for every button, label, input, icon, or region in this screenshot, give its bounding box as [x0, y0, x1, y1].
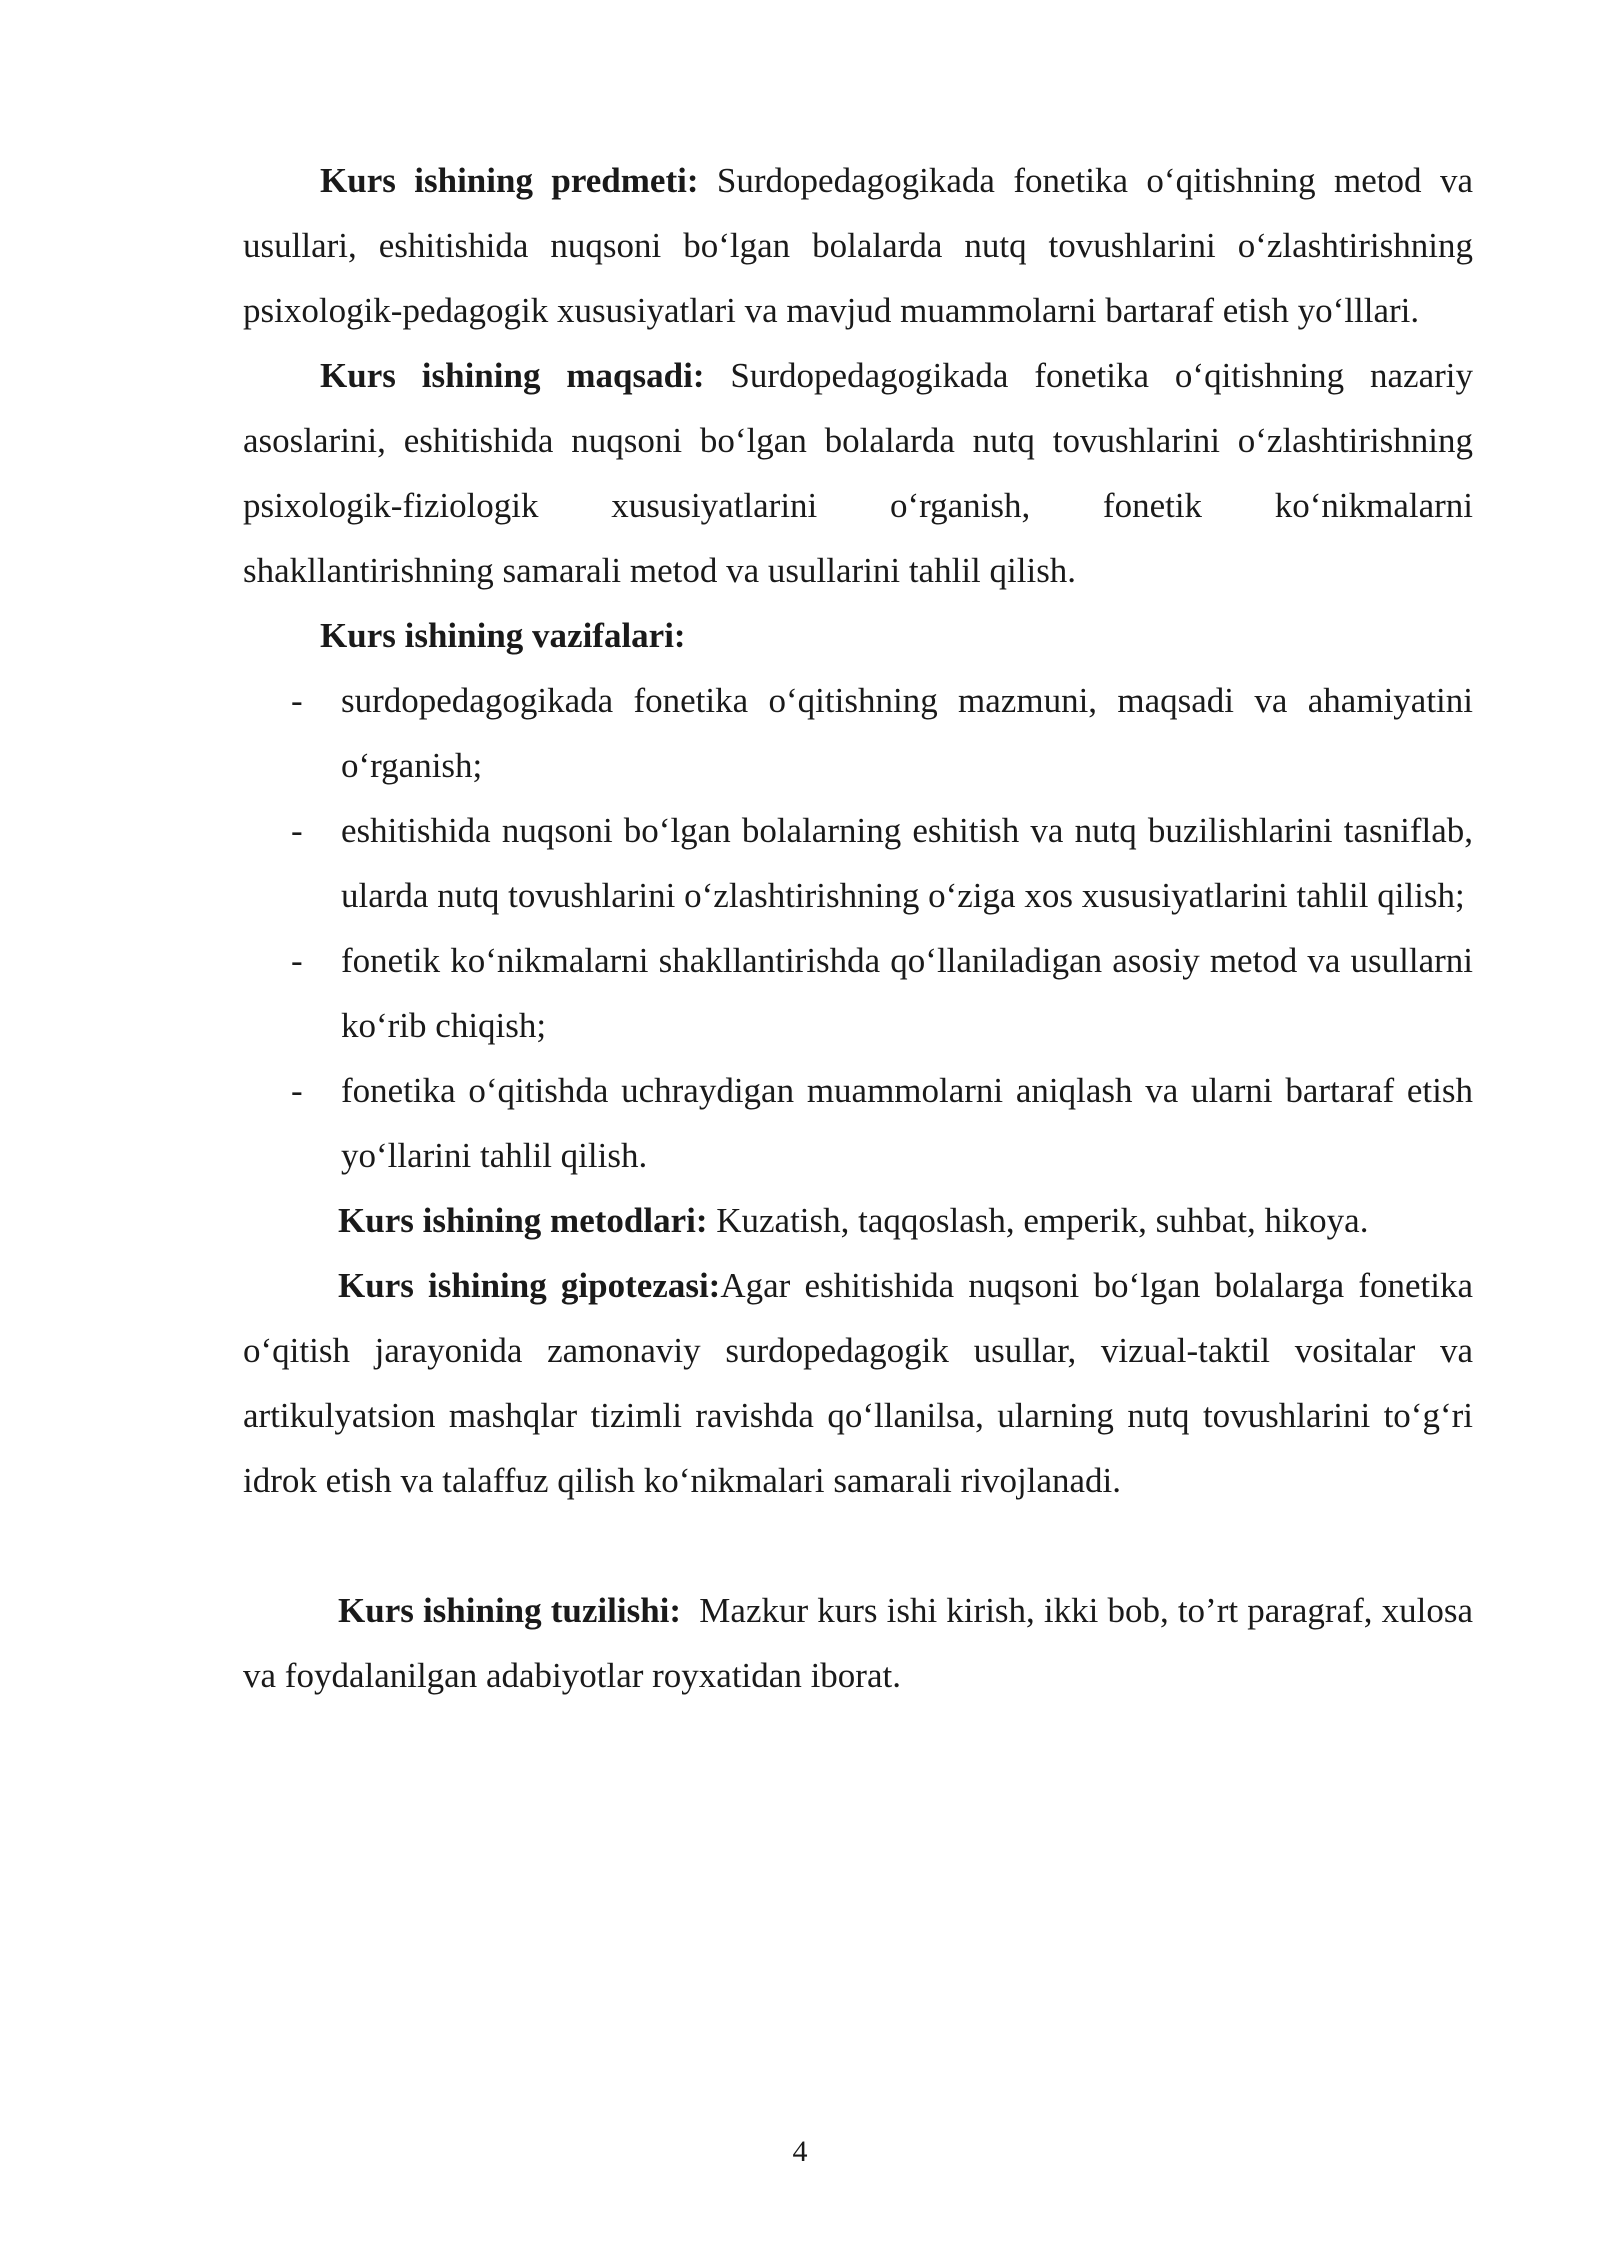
subject-label: Kurs ishining predmeti: [320, 161, 699, 200]
task-bullet: - [291, 941, 303, 980]
task-bullet: - [291, 681, 303, 720]
hypothesis-text: Agar eshitishida nuqsoni bo‘lgan bolalarga fonetika o‘qitish jarayonida zamonaviy surdopedagogik usullar, vizual-taktil vositalar va artikulyatsion mashqlar tizimli ravishda qo‘llanilsa, ularning nutq tovushlarini to‘g‘ri idrok etish va talaffuz qilish ko‘nikmalari samarali rivojlanadi. [243, 1266, 1473, 1500]
hypothesis-paragraph [243, 1253, 1473, 1513]
blank-line [243, 1513, 1473, 1578]
task-item [243, 798, 1473, 928]
task-item [243, 928, 1473, 1058]
goal-text: Surdopedagogikada fonetika o‘qitishning nazariy asoslarini, eshitishida nuqsoni bo‘lgan bolalarda nutq tovushlarini o‘zlashtirishning psixologik-fiziologik xususiyatlarini o‘rganish, fonetik ko‘nikmalarni shakllantirishning samarali metod va usullarini tahlil qilish. [243, 356, 1474, 590]
task-text: eshitishida nuqsoni bo‘lgan bolalarning eshitish va nutq buzilishlarini tasniflab, ularda nutq tovushlarini o‘zlashtirishning o‘ziga xos xususiyatlarini tahlil qilish; [341, 811, 1473, 915]
structure-text: Mazkur kurs ishi kirish, ikki bob, to’rt paragraf, xulosa va foydalanilgan adabiyotlar royxatidan iborat. [243, 1591, 1482, 1695]
tasks-heading: Kurs ishining vazifalari: [320, 616, 686, 655]
task-bullet: - [291, 1071, 303, 1110]
hypothesis-label: Kurs ishining gipotezasi: [338, 1266, 721, 1305]
page-number: 4 [792, 2135, 808, 2168]
task-text: surdopedagogikada fonetika o‘qitishning mazmuni, maqsadi va ahamiyatini o‘rganish; [341, 681, 1473, 785]
methods-label: Kurs ishining metodlari: [338, 1201, 708, 1240]
task-bullet: - [291, 811, 303, 850]
subject-text: Surdopedagogikada fonetika o‘qitishning metod va usullari, eshitishida nuqsoni bo‘lgan bolalarda nutq tovushlarini o‘zlashtirishning psixologik-pedagogik xususiyatlari va mavjud muammolarni bartaraf etish yo‘lllari. [243, 161, 1473, 330]
tasks-list [243, 668, 1473, 1188]
structure-label: Kurs ishining tuzilishi: [338, 1591, 682, 1630]
goal-paragraph [243, 343, 1473, 603]
structure-paragraph [243, 1578, 1482, 1708]
methods-text: Kuzatish, taqqoslash, emperik, suhbat, hikoya. [707, 1201, 1369, 1240]
subject-paragraph [243, 148, 1473, 343]
task-item [243, 668, 1473, 798]
task-item [243, 1058, 1473, 1188]
task-text: fonetika o‘qitishda uchraydigan muammolarni aniqlash va ularni bartaraf etish yo‘llarini tahlil qilish. [341, 1071, 1473, 1175]
methods-paragraph [243, 1188, 1473, 1253]
page-content [243, 148, 1482, 1708]
task-text: fonetik ko‘nikmalarni shakllantirishda qo‘llaniladigan asosiy metod va usullarni ko‘rib chiqish; [341, 941, 1473, 1045]
goal-label: Kurs ishining maqsadi: [320, 356, 705, 395]
